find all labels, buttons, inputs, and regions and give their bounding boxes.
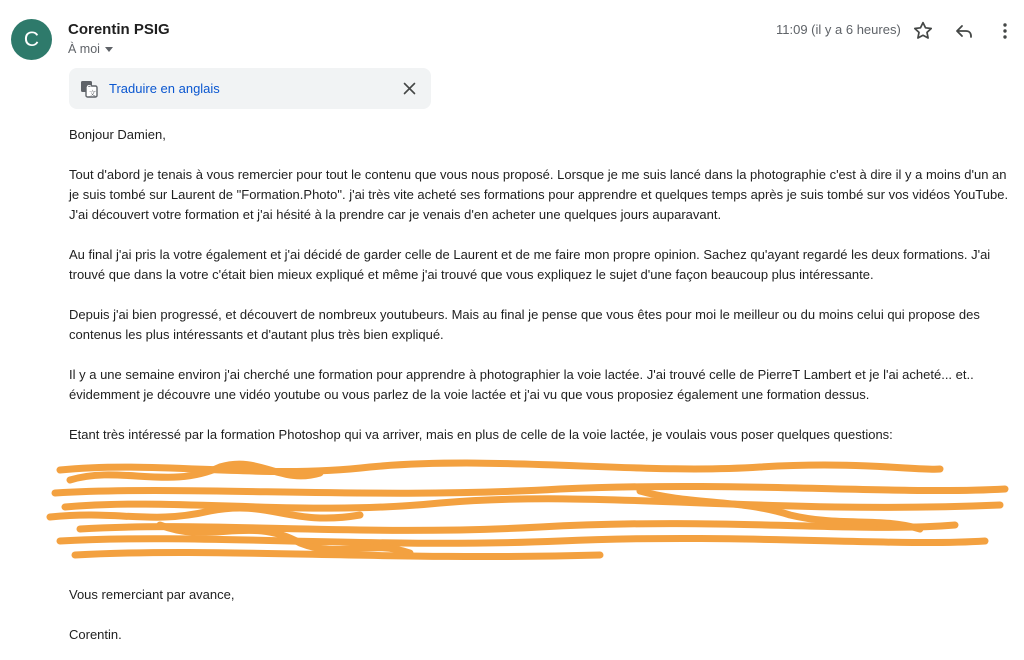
signature: Corentin. (69, 627, 122, 642)
sender-avatar[interactable]: C (11, 19, 52, 60)
star-button[interactable] (911, 19, 935, 43)
redaction-scribble (40, 455, 1020, 575)
translate-banner (69, 68, 431, 109)
close-icon[interactable] (402, 81, 417, 96)
message-paragraph: Depuis j'ai bien progressé, et découvert de nombreux youtubeurs. Mais au final je pense que vous êtes pour moi le meilleur ou du moins celui qui propose des contenus les plus intéressants et d'autant plus très bien expliqué. (69, 307, 980, 342)
chevron-down-icon (105, 47, 113, 52)
svg-text:文: 文 (89, 90, 96, 98)
reply-icon (952, 19, 976, 43)
more-vert-icon (993, 19, 1017, 43)
more-options-button[interactable] (993, 19, 1017, 43)
sender-name: Corentin PSIG (68, 21, 170, 38)
closing-line: Vous remerciant par avance, (69, 587, 235, 602)
greeting: Bonjour Damien, (69, 127, 166, 142)
recipient-label: À moi (68, 42, 100, 56)
message-timestamp: 11:09 (il y a 6 heures) (776, 22, 901, 37)
translate-icon (80, 80, 98, 98)
recipient-dropdown[interactable] (68, 42, 113, 56)
message-paragraph: Tout d'abord je tenais à vous remercier pour tout le contenu que vous nous proposé. Lorsque je me suis lancé dans la photographie c'est à dire il y a moins d'un an je suis tombé sur Laurent de "Formation.Photo". j'ai très vite acheté ses formations pour apprendre et quelques temps après je suis tombé sur vos vidéos YouTube. J'ai découvert votre formation et j'ai hésité à la prendre car je venais d'en acheter une quelques jours auparavant. (69, 167, 1009, 222)
svg-text:G: G (86, 85, 92, 92)
message-paragraph: Au final j'ai pris la votre également et j'ai décidé de garder celle de Laurent et de me faire mon propre opinion. Sachez qu'ayant regardé les deux formations. J'ai trouvé que dans la votre c'était bien mieux expliqué et même j'ai trouvé que vous expliquez le sujet d'une façon beaucoup plus intéressante. (69, 247, 991, 282)
message-paragraph: Etant très intéressé par la formation Photoshop qui va arriver, mais en plus de celle de la voie lactée, je voulais vous poser quelques questions: (69, 427, 893, 442)
star-icon (911, 19, 935, 43)
translate-link[interactable]: Traduire en anglais (109, 81, 220, 96)
message-paragraph: Il y a une semaine environ j'ai cherché une formation pour apprendre à photographier la voie lactée. J'ai trouvé celle de PierreT Lambert et je l'ai acheté... et.. évidemment je découvre une vidéo youtube ou vous parlez de la voie lactée et j'ai vu que vous proposiez également une formation dessus. (69, 367, 974, 402)
reply-button[interactable] (952, 19, 976, 43)
